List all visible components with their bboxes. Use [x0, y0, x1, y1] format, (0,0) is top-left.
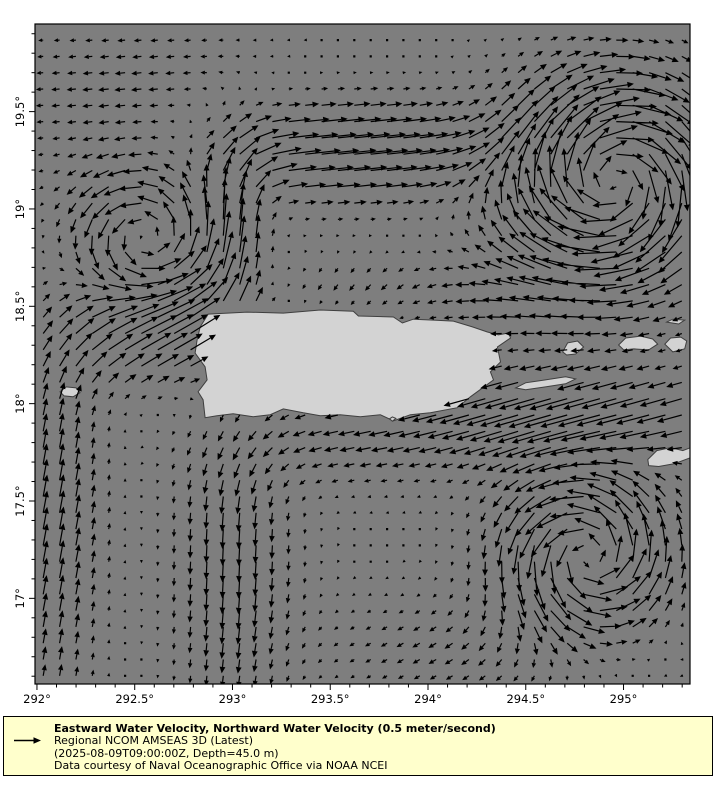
legend-time-depth-line: (2025-08-09T09:00:00Z, Depth=45.0 m)	[54, 746, 279, 760]
x-tick-label: 293°	[218, 692, 247, 706]
x-tick-label: 295°	[609, 692, 638, 706]
x-tick-label: 293.5°	[310, 692, 350, 706]
y-tick-label: 18.5°	[13, 290, 27, 322]
legend-credit-line: Data courtesy of Naval Oceanographic Office via NOAA NCEI	[54, 759, 388, 773]
y-tick-label: 19.5°	[13, 95, 27, 128]
x-tick-label: 294°	[414, 692, 442, 706]
legend-box	[3, 716, 713, 776]
y-tick-label: 19°	[13, 198, 27, 220]
y-tick-label: 18°	[13, 393, 27, 414]
x-tick-label: 292.5°	[115, 692, 155, 706]
x-tick-label: 292°	[23, 692, 51, 706]
y-tick-label: 17.5°	[13, 485, 27, 517]
legend-title: Eastward Water Velocity, Northward Water Velocity (0.5 meter/second)	[54, 722, 496, 735]
y-tick-label: 17°	[13, 588, 27, 609]
x-tick-label: 294.5°	[506, 692, 546, 706]
reference-arrow-icon	[14, 730, 41, 749]
legend-model-line: Regional NCOM AMSEAS 3D (Latest)	[54, 734, 253, 748]
